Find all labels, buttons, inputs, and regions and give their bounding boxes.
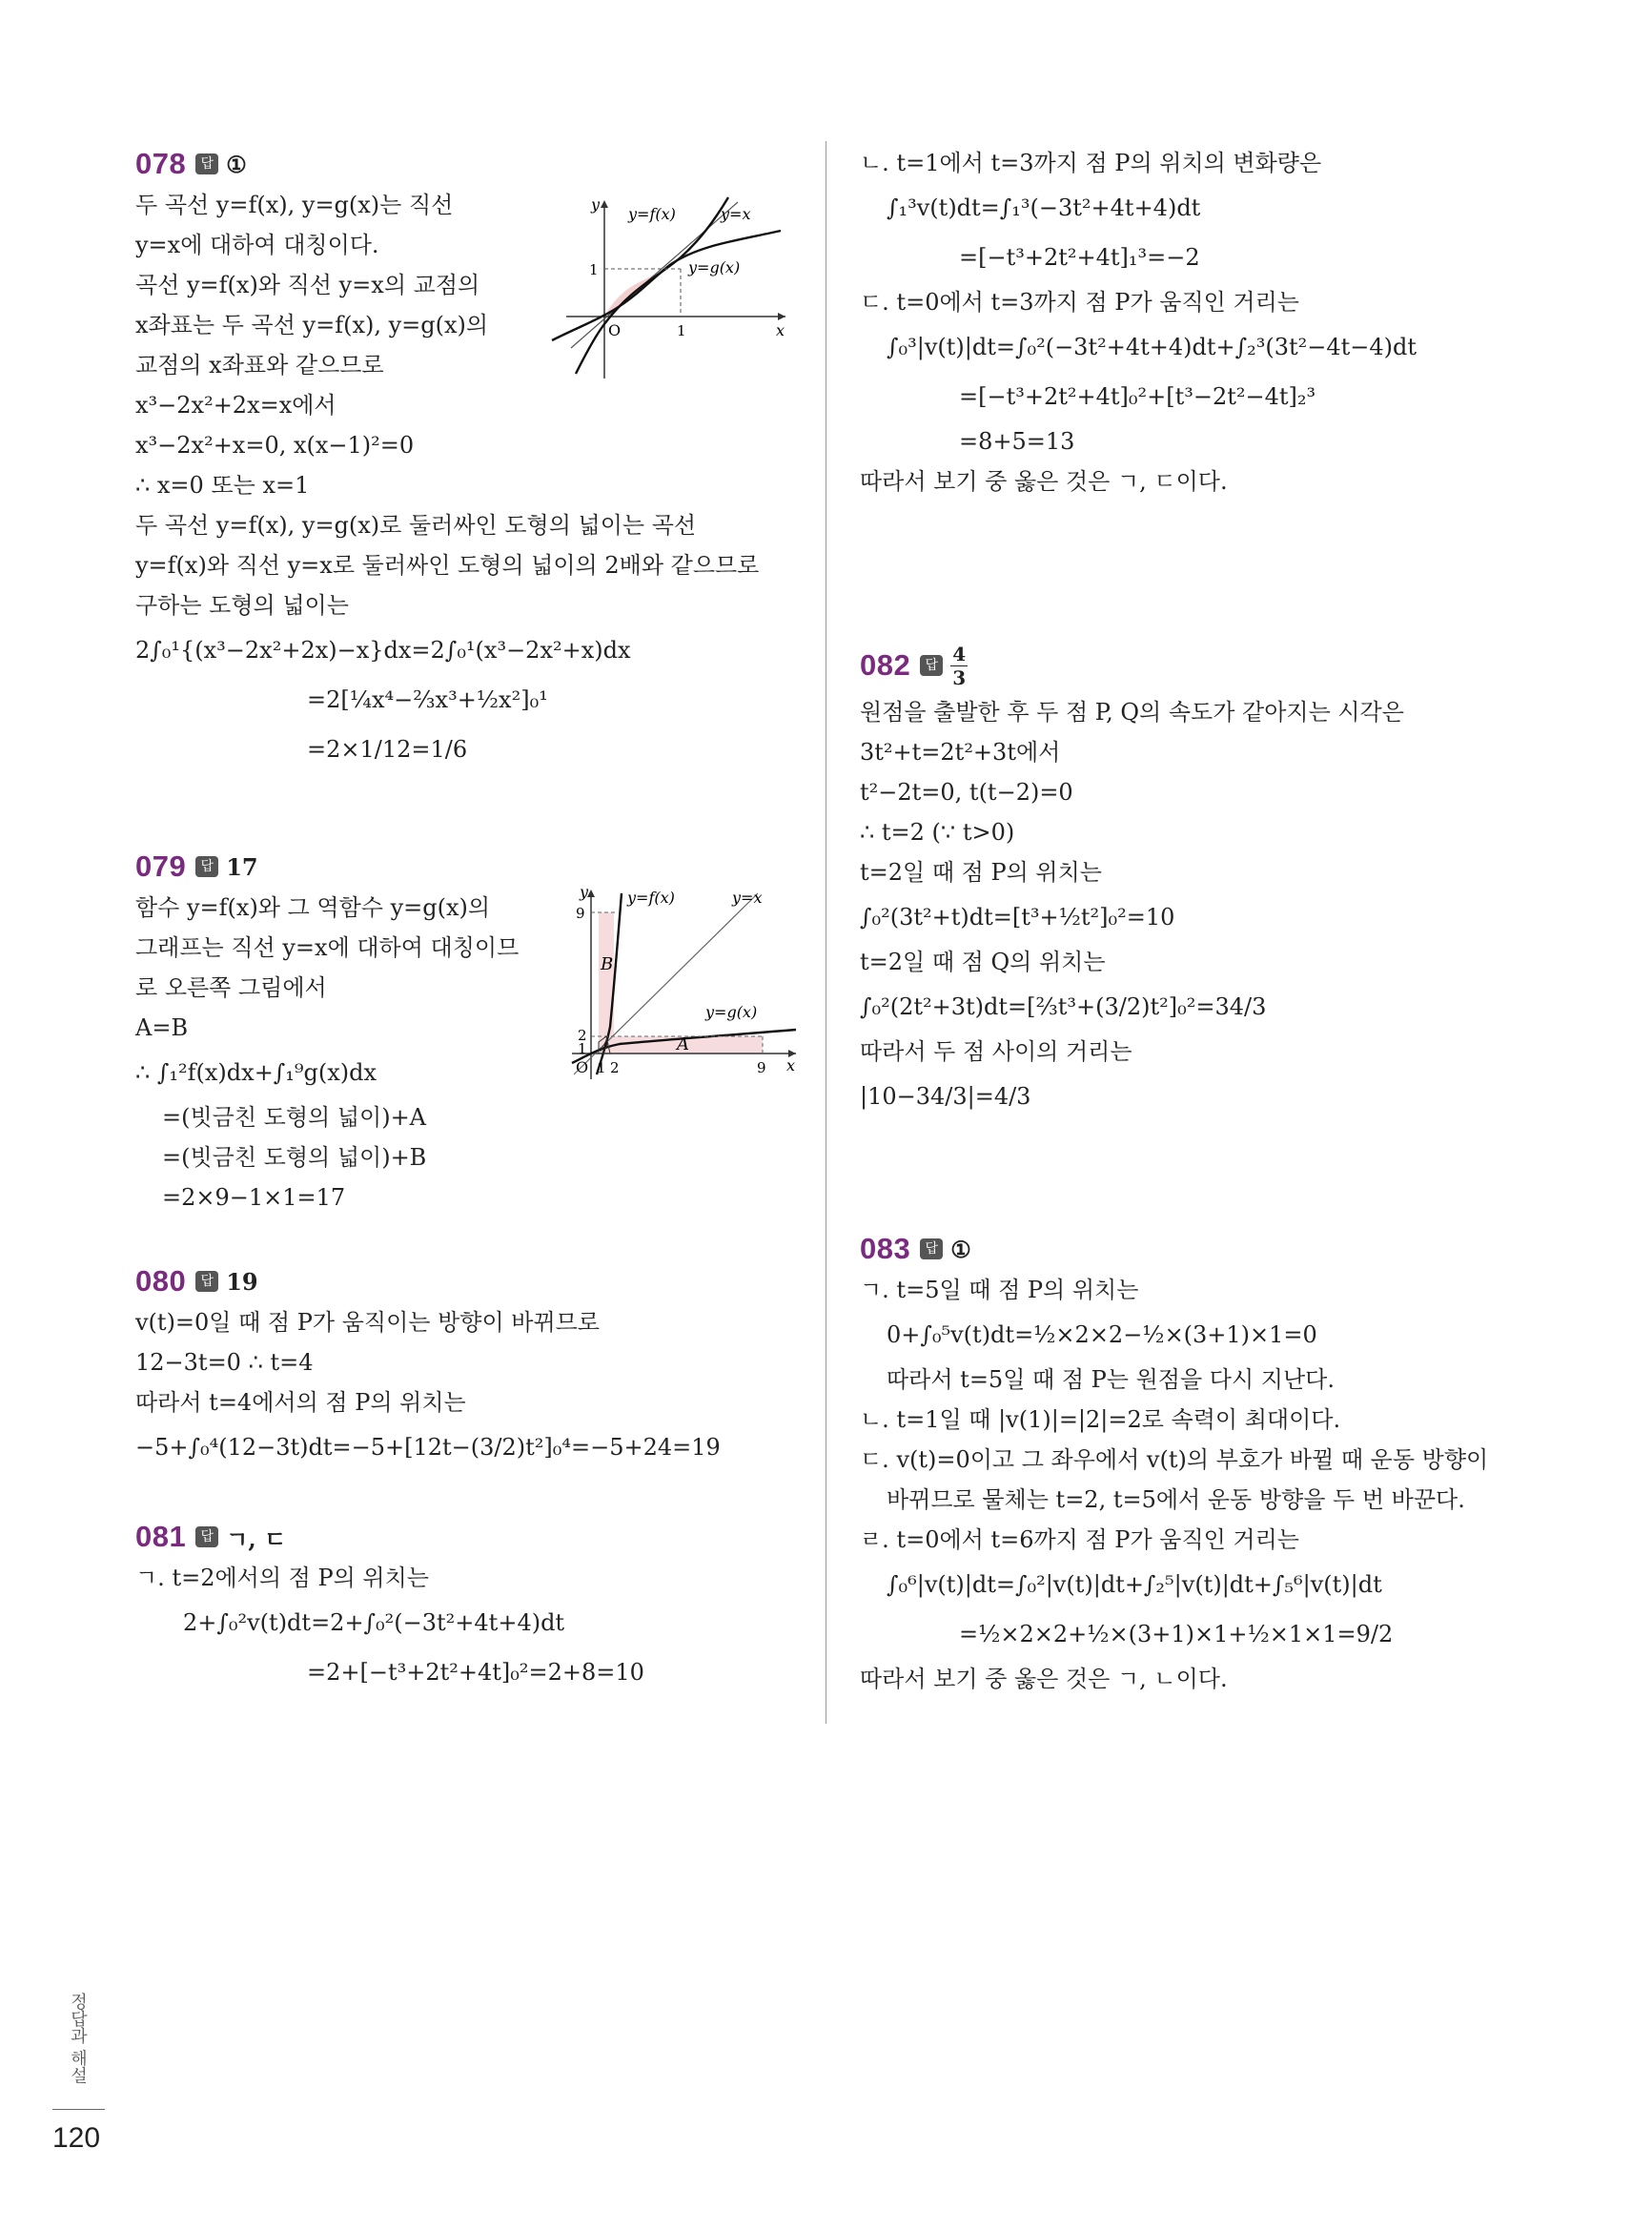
graph-078-figure [547, 193, 795, 383]
solution-header [860, 1228, 1527, 1270]
origin-label: O [576, 1058, 589, 1076]
solution-line: 3t²+t=2t²+3t에서 [860, 739, 1061, 766]
solution-line: v(t)=0일 때 점 P가 움직이는 방향이 바뀌므로 [135, 1309, 600, 1336]
answer-value: 19 [226, 1267, 258, 1296]
side-label: 정답과 해설 [68, 1993, 88, 2084]
answer-fraction [950, 644, 968, 687]
axis-label-y: y [591, 195, 601, 214]
tick-label: 1 [589, 261, 599, 278]
solution-079 [135, 846, 803, 1217]
solution-078 [135, 143, 803, 774]
solution-line: x³−2x²+x=0, x(x−1)²=0 [135, 432, 415, 459]
solution-header [860, 639, 1527, 692]
equation-line: 2+∫₀²v(t)dt=2+∫₀²(−3t²+4t+4)dt [183, 1609, 565, 1636]
equation-line: =2[¼x⁴−⅔x³+½x²]₀¹ [307, 686, 548, 713]
solution-line: 따라서 t=5일 때 점 P는 원점을 다시 지난다. [887, 1366, 1335, 1393]
solution-line: ㄱ. t=2에서의 점 P의 위치는 [135, 1565, 429, 1591]
equation-line: 2∫₀¹{(x³−2x²+2x)−x}dx=2∫₀¹(x³−2x²+x)dx [135, 637, 631, 664]
tick-label: 1 [677, 322, 686, 339]
solution-line: 따라서 t=4에서의 점 P의 위치는 [135, 1389, 466, 1416]
tick-label: 1 [578, 1040, 587, 1057]
answer-denominator: 3 [952, 665, 967, 689]
solution-line: ㄱ. t=5일 때 점 P의 위치는 [860, 1277, 1139, 1303]
region-label-A: A [677, 1034, 689, 1054]
answer-numerator: 4 [952, 642, 967, 665]
solution-line: 원점을 출발한 후 두 점 P, Q의 속도가 같아지는 시각은 [860, 699, 1404, 726]
solution-line: t²−2t=0, t(t−2)=0 [860, 779, 1073, 806]
solution-line: y=x에 대하여 대칭이다. [135, 232, 379, 258]
solution-081-continued [860, 143, 1527, 501]
solution-line: 곡선 y=f(x)와 직선 y=x의 교점의 [135, 272, 480, 298]
solution-line: ∴ x=0 또는 x=1 [135, 472, 310, 499]
answer-value: ① [226, 150, 247, 178]
equation-line: =2×1/12=1/6 [307, 736, 468, 763]
axis-label-x: x [786, 1056, 796, 1074]
equation-line: 0+∫₀⁵v(t)dt=½×2×2−½×(3+1)×1=0 [887, 1321, 1317, 1348]
answer-badge: 답 [920, 1238, 943, 1259]
problem-number: 078 [135, 147, 187, 180]
solution-line: x³−2x²+2x=x에서 [135, 392, 337, 419]
solution-line: 로 오른쪽 그림에서 [135, 974, 327, 1001]
curve-label-f: y=f(x) [627, 889, 675, 907]
graph-079-figure [562, 884, 801, 1084]
equation-line: ∫₁³v(t)dt=∫₁³(−3t²+4t+4)dt [887, 194, 1201, 221]
tick-label: 1 [597, 1059, 606, 1076]
solution-line: 교점의 x좌표와 같으므로 [135, 352, 384, 378]
problem-number: 083 [860, 1232, 911, 1265]
tick-label: 2 [610, 1059, 620, 1076]
solution-line: 구하는 도형의 넓이는 [135, 592, 349, 619]
problem-number: 080 [135, 1264, 187, 1298]
x-arrow-icon [778, 313, 785, 320]
problem-number: 079 [135, 849, 187, 883]
solution-081 [135, 1516, 803, 1697]
footer-rule [52, 2109, 105, 2110]
line-label-yx: y=x [732, 889, 763, 907]
equation-line: ∴ ∫₁²f(x)dx+∫₁⁹g(x)dx [135, 1059, 377, 1086]
equation-line: =[−t³+2t²+4t]₁³=−2 [959, 244, 1200, 271]
problem-number: 082 [860, 648, 911, 682]
y-arrow-icon [587, 890, 595, 897]
solution-line: A=B [135, 1014, 189, 1041]
axis-label-y: y [580, 884, 589, 901]
solution-line: 따라서 보기 중 옳은 것은 ㄱ, ㄴ이다. [860, 1666, 1228, 1692]
answer-value: 17 [226, 852, 258, 881]
answer-value: ㄱ, ㄷ [226, 1524, 287, 1553]
equation-line: ∫₀⁶|v(t)|dt=∫₀²|v(t)|dt+∫₂⁵|v(t)|dt+∫₅⁶|v(t)|dt [887, 1571, 1382, 1598]
solution-line: ㄹ. t=0에서 t=6까지 점 P가 움직인 거리는 [860, 1526, 1299, 1553]
answer-badge: 답 [195, 856, 218, 877]
answer-badge: 답 [195, 153, 218, 174]
solution-line: t=2일 때 점 Q의 위치는 [860, 949, 1106, 975]
equation-line: −5+∫₀⁴(12−3t)dt=−5+[12t−(3/2)t²]₀⁴=−5+24=19 [135, 1434, 721, 1461]
solution-line: 그래프는 직선 y=x에 대하여 대칭이므 [135, 934, 520, 961]
solution-line: ㄴ. t=1일 때 |v(1)|=|2|=2로 속력이 최대이다. [860, 1406, 1341, 1433]
solution-line: 바뀌므로 물체는 t=2, t=5에서 운동 방향을 두 번 바꾼다. [887, 1486, 1465, 1513]
equation-line: ∫₀²(3t²+t)dt=[t³+½t²]₀²=10 [860, 904, 1175, 931]
solution-083 [860, 1228, 1527, 1699]
equation-line: =½×2×2+½×(3+1)×1+½×1×1=9/2 [959, 1621, 1394, 1647]
equation-line: =(빗금친 도형의 넓이)+B [162, 1144, 427, 1171]
solution-line: 따라서 보기 중 옳은 것은 ㄱ, ㄷ이다. [860, 468, 1228, 495]
region-label-B: B [601, 954, 614, 974]
page-number: 120 [52, 2122, 101, 2154]
solution-line: ∴ t=2 (∵ t>0) [860, 819, 1015, 846]
answer-badge: 답 [920, 655, 943, 676]
tick-label: 9 [757, 1059, 766, 1076]
solution-line: 두 곡선 y=f(x), y=g(x)로 둘러싸인 도형의 넓이는 곡선 [135, 512, 697, 539]
y-arrow-icon [601, 200, 608, 208]
equation-line: =2+[−t³+2t²+4t]₀²=2+8=10 [307, 1659, 644, 1686]
solution-line: y=f(x)와 직선 y=x로 둘러싸인 도형의 넓이의 2배와 같으므로 [135, 552, 760, 579]
answer-value: ① [950, 1235, 971, 1263]
curve-label-g: y=g(x) [688, 258, 741, 276]
solution-line: 12−3t=0 ∴ t=4 [135, 1349, 314, 1376]
solution-header [135, 143, 803, 185]
equation-line: =8+5=13 [959, 428, 1075, 455]
equation-line: =[−t³+2t²+4t]₀²+[t³−2t²−4t]₂³ [959, 383, 1316, 410]
solution-line: t=2일 때 점 P의 위치는 [860, 859, 1102, 886]
curve-label-g: y=g(x) [705, 1003, 758, 1021]
answer-badge: 답 [195, 1526, 218, 1547]
equation-line: =(빗금친 도형의 넓이)+A [162, 1104, 427, 1131]
solution-line: ㄷ. t=0에서 t=3까지 점 P가 움직인 거리는 [860, 289, 1299, 316]
equation-line: =2×9−1×1=17 [162, 1184, 346, 1211]
origin-label: O [608, 321, 622, 339]
line-label-yx: y=x [721, 205, 751, 223]
tick-label: 2 [578, 1027, 587, 1044]
solution-080 [135, 1260, 803, 1472]
solution-header [135, 1260, 803, 1302]
solution-line: x좌표는 두 곡선 y=f(x), y=g(x)의 [135, 312, 489, 338]
answer-badge: 답 [195, 1271, 218, 1292]
solution-line: ㄴ. t=1에서 t=3까지 점 P의 위치의 변화량은 [860, 150, 1322, 176]
problem-number: 081 [135, 1520, 187, 1553]
equation-line: ∫₀³|v(t)|dt=∫₀²(−3t²+4t+4)dt+∫₂³(3t²−4t−4)dt [887, 334, 1417, 360]
solution-line: 따라서 두 점 사이의 거리는 [860, 1038, 1132, 1065]
solution-082 [860, 639, 1527, 1121]
solution-line: 함수 y=f(x)와 그 역함수 y=g(x)의 [135, 894, 491, 921]
curve-label-f: y=f(x) [628, 205, 676, 223]
solution-line: 두 곡선 y=f(x), y=g(x)는 직선 [135, 192, 454, 218]
solution-header [135, 846, 803, 888]
solution-header [135, 1516, 803, 1558]
equation-line: |10−34/3|=4/3 [860, 1083, 1031, 1110]
equation-line: ∫₀²(2t²+3t)dt=[⅔t³+(3/2)t²]₀²=34/3 [860, 993, 1267, 1020]
solution-line: ㄷ. v(t)=0이고 그 좌우에서 v(t)의 부호가 바뀔 때 운동 방향이 [860, 1446, 1489, 1473]
tick-label: 9 [576, 905, 585, 922]
axis-label-x: x [776, 321, 785, 339]
